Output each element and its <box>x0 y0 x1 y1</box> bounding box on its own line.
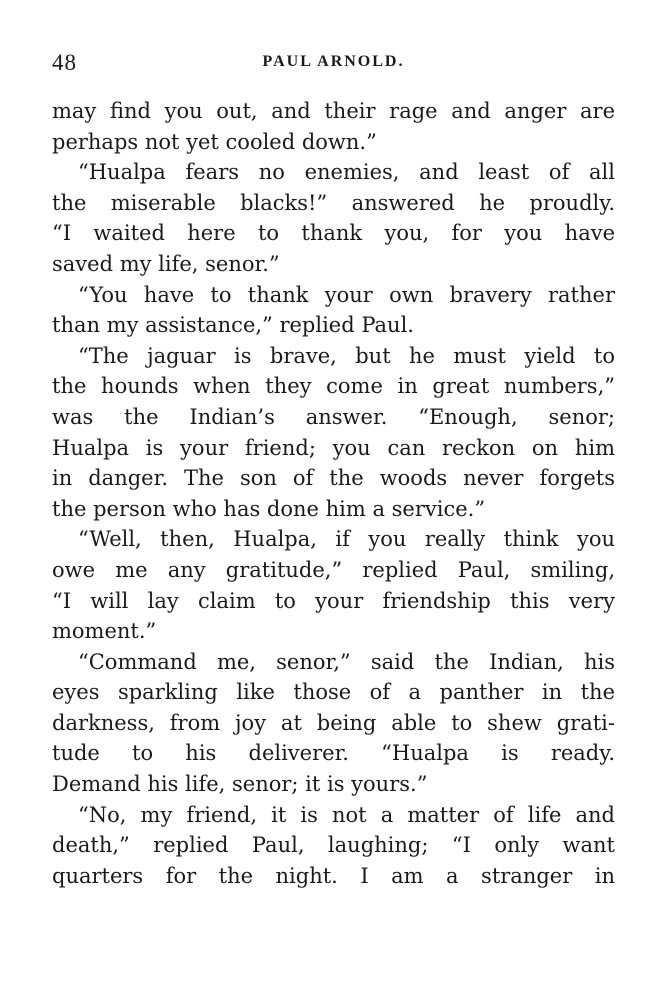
text-line: the miserable blacks!” answered he proudly. <box>52 190 615 215</box>
text-line: perhaps not yet cooled down.” <box>52 129 377 154</box>
text-line: “No, my friend, it is not a matter of life and <box>78 802 615 827</box>
running-head: PAUL ARNOLD. <box>262 53 405 70</box>
text-line: in danger. The son of the woods never forgets <box>52 466 615 491</box>
text-line: saved my life, senor.” <box>52 251 280 276</box>
text-line: eyes sparkling like those of a panther in the <box>52 680 615 705</box>
text-line: than my assistance,” replied Paul. <box>52 313 414 338</box>
text-line: “Command me, senor,” said the Indian, his <box>78 649 615 674</box>
text-line: moment.” <box>52 619 157 644</box>
text-line: “The jaguar is brave, but he must yield to <box>78 343 615 368</box>
text-line: death,” replied Paul, laughing; “I only want <box>52 833 615 858</box>
text-line: “I will lay claim to your friendship this very <box>52 588 615 613</box>
text-line: Hualpa is your friend; you can reckon on him <box>52 435 615 460</box>
text-line: owe me any gratitude,” replied Paul, smiling, <box>52 557 615 582</box>
page-header <box>52 50 615 82</box>
body-text <box>52 96 615 891</box>
text-line: “Well, then, Hualpa, if you really think you <box>78 527 615 552</box>
text-line: tude to his deliverer. “Hualpa is ready. <box>52 741 615 766</box>
text-line: “I waited here to thank you, for you have <box>52 221 615 246</box>
page-number: 48 <box>52 50 77 75</box>
text-line: the hounds when they come in great numbers,” <box>52 374 615 399</box>
text-line: Demand his life, senor; it is yours.” <box>52 772 428 797</box>
text-line: may find you out, and their rage and anger are <box>52 99 615 123</box>
text-line: quarters for the night. I am a stranger in <box>52 863 615 888</box>
text-line: the person who has done him a service.” <box>52 496 486 521</box>
text-line: “You have to thank your own bravery rather <box>78 282 615 307</box>
text-line: darkness, from joy at being able to shew grati- <box>52 710 615 735</box>
text-line: “Hualpa fears no enemies, and least of all <box>78 160 615 185</box>
text-line: was the Indian’s answer. “Enough, senor; <box>52 404 615 429</box>
